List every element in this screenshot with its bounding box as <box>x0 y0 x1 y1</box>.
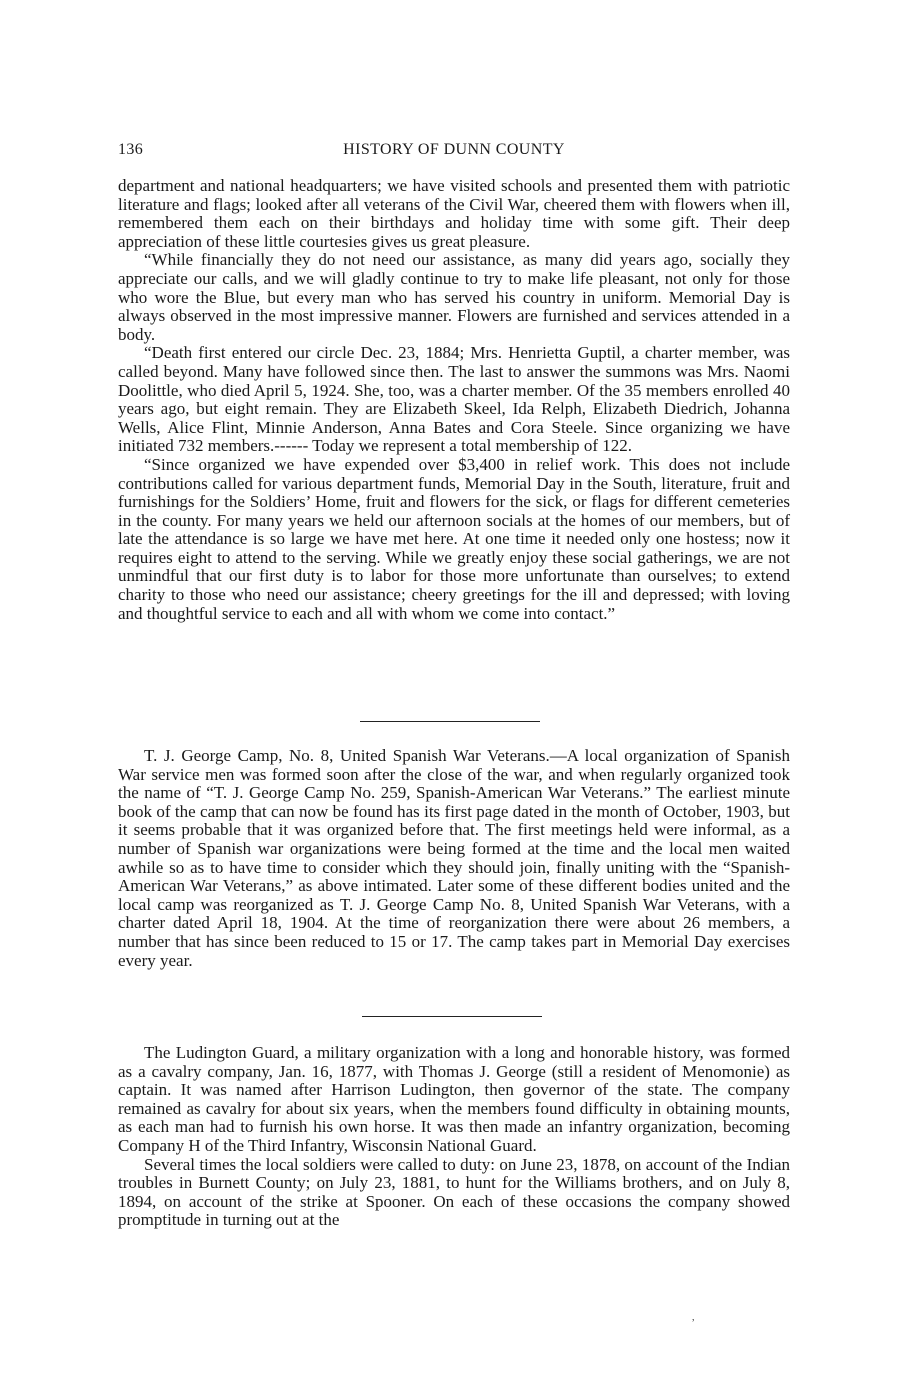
running-head <box>118 141 790 163</box>
paragraph: Several times the local soldiers were called to duty: on June 23, 1878, on account of the Indian troubles in Burnett County; on July 23, 1881, to hunt for the Williams brothers, and on July 8, 1894, on account of the strike at Spooner. On each of these occasions the company showed promptitude in turning out at the <box>118 1154 790 1230</box>
paragraph: “Since organized we have expended over $3,400 in relief work. This does not include contributions called for various department funds, Memorial Day in the South, literature, fruit and furnishings for the Soldiers’ Home, fruit and flowers for the sick, or flags for different cemeteries in the county. For many years we held our afternoon socials at the homes of our members, but of late the attendance is so large we have met here. At one time it needed only one hostess; now it requires eight to attend to the serving. While we greatly enjoy these social gatherings, we are not unmindful that our first duty is to labor for those more unfortunate than ourselves; to extend charity to those who need our assistance; cheery greetings for the ill and depressed; with loving and thoughtful service to each and all with whom we come into contact.” <box>118 454 790 623</box>
page-number: 136 <box>118 141 144 158</box>
ludington-guard-section <box>118 1044 790 1230</box>
paragraph: The Ludington Guard, a military organization with a long and honorable history, was formed as a cavalry company, Jan. 16, 1877, with Thomas J. George (still a resident of Menomonie) as captain. It was named after Harrison Ludington, then governor of the state. The company remained as cavalry for about six years, when the members found difficulty in obtaining mounts, as each man had to furnish his own horse. It was then made an infantry organization, becoming Company H of the Third Infantry, Wisconsin National Guard. <box>118 1043 790 1155</box>
spanish-war-veterans-section <box>118 747 790 970</box>
stray-ink-mark: , <box>692 1312 695 1323</box>
paragraph: “Death first entered our circle Dec. 23, 1884; Mrs. Henrietta Guptil, a charter member, was called beyond. Many have followed since then. The last to answer the summons was Mrs. Naomi Doolittle, who died April 5, 1924. She, too, was a charter member. Of the 35 members enrolled 40 years ago, but eight remain. They are Elizabeth Skeel, Ida Relph, Elizabeth Diedrich, Johanna Wells, Alice Flint, Minnie Anderson, Anna Bates and Cora Steele. Since organizing we have initiated 732 members.------ Today we represent a total membership of 122. <box>118 343 790 456</box>
section-divider <box>360 721 540 722</box>
paragraph: “While financially they do not need our assistance, as many did years ago, socially they appreciate our calls, and we will gladly continue to try to make life pleasant, not only for those who wore the Blue, but every man who has served his country in uniform. Memorial Day is always observed in the most impressive manner. Flowers are furnished and services attended in a body. <box>118 250 790 344</box>
section-divider <box>362 1016 542 1017</box>
book-title: HISTORY OF DUNN COUNTY <box>343 141 565 158</box>
womans-relief-corps-report <box>118 177 790 623</box>
paragraph: T. J. George Camp, No. 8, United Spanish War Veterans.—A local organization of Spanish War service men was formed soon after the close of the war, and when regularly organized took the name of “T. J. George Camp No. 259, Spanish-American War Veterans.” The earliest minute book of the camp that can now be found has its first page dated in the month of October, 1903, but it seems probable that it was organized before that. The first meetings held were informal, as a number of Spanish war organizations were being formed at the time and the local men waited awhile so as to have time to consider which they should join, finally uniting with the “Spanish-American War Veterans,” as above intimated. Later some of these different bodies united and the local camp was reorganized as T. J. George Camp No. 8, United Spanish War Veterans, with a charter dated April 18, 1904. At the time of reorganization there were about 26 members, a number that has since been reduced to 15 or 17. The camp takes part in Memorial Day exercises every year. <box>118 746 790 970</box>
paragraph: department and national headquarters; we have visited schools and presented them with patriotic literature and flags; looked after all veterans of the Civil War, cheered them with flowers when ill, remembered them each on their birthdays and holiday time with some gift. Their deep appreciation of these little courtesies gives us great pleasure. <box>118 176 790 251</box>
